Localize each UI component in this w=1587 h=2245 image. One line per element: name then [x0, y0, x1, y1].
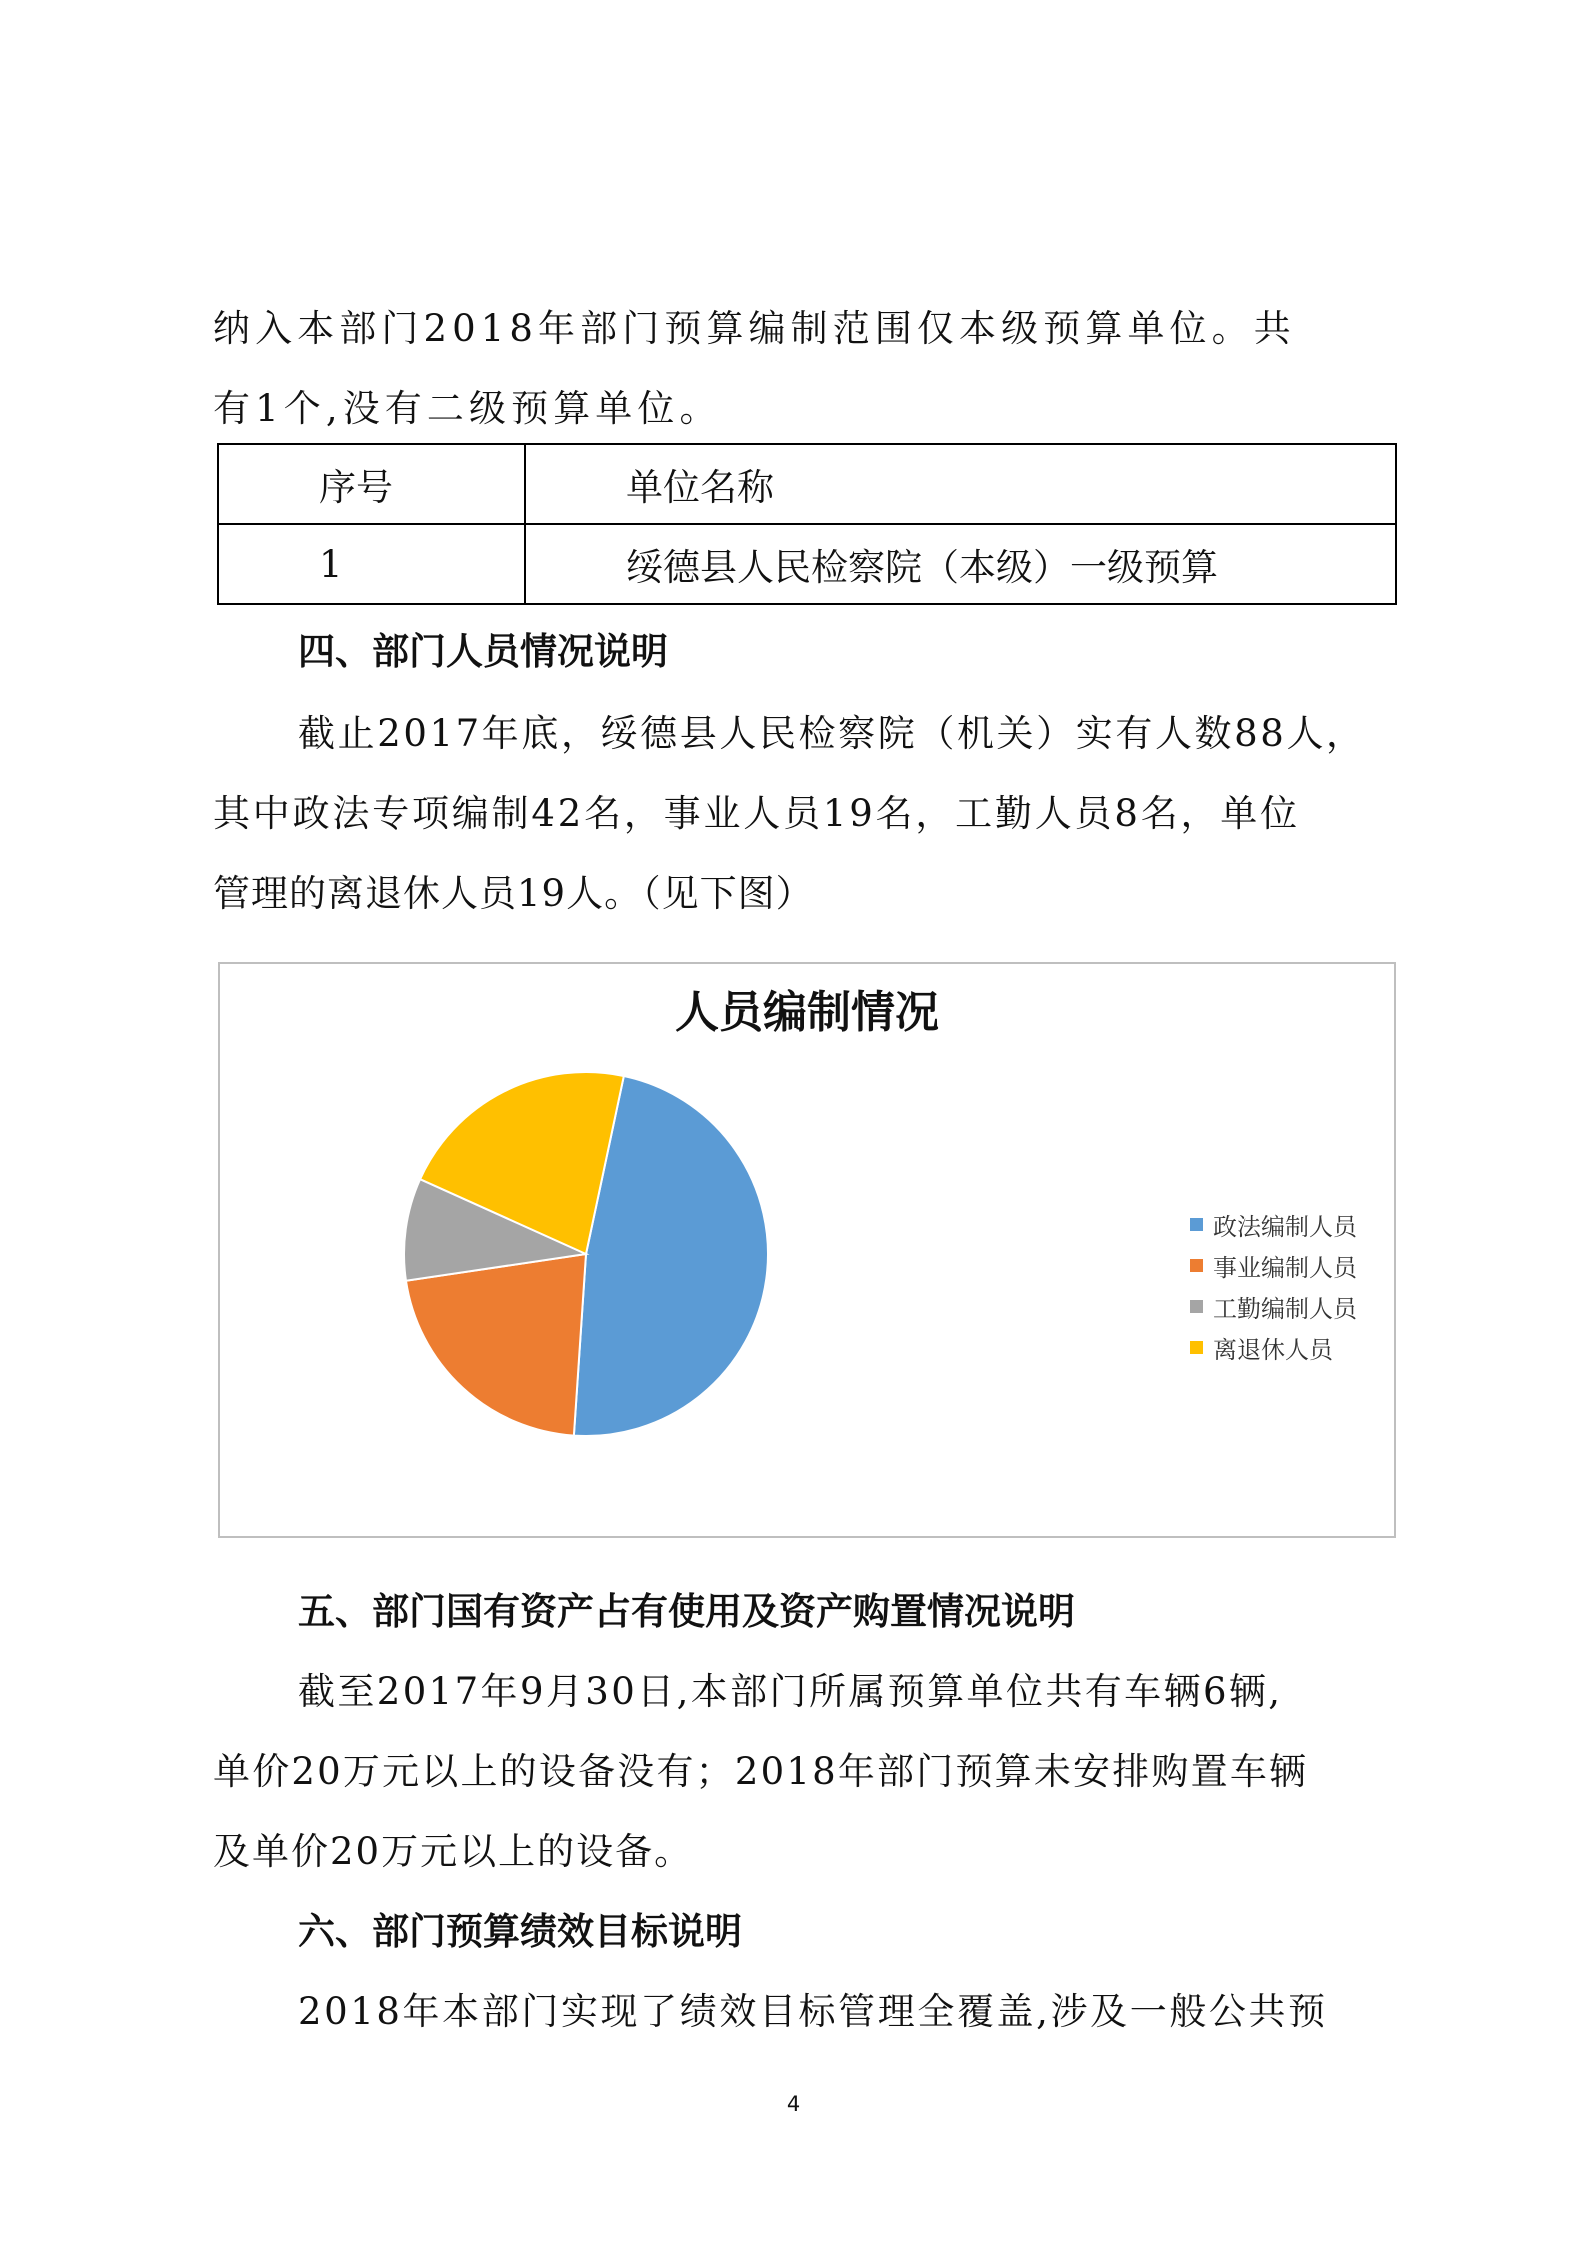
table-cell-index: 1 — [218, 524, 525, 604]
legend-item-0 — [1190, 1204, 1357, 1245]
table-row — [218, 524, 1396, 604]
legend-label-0: 政法编制人员 — [1213, 1213, 1357, 1241]
section4-line-2: 其中政法专项编制42名，事业人员19名，工勤人员8名，单位 — [213, 792, 1300, 835]
paragraph-units-line-2: 有1个,没有二级预算单位。 — [213, 387, 722, 430]
section5-line-2: 单价20万元以上的设备没有；2018年部门预算未安排购置车辆 — [213, 1750, 1309, 1793]
legend-swatch-3 — [1190, 1341, 1203, 1354]
chart-legend — [1190, 1204, 1357, 1368]
legend-swatch-0 — [1190, 1218, 1203, 1231]
legend-swatch-2 — [1190, 1300, 1203, 1313]
chart-title: 人员编制情况 — [675, 987, 939, 1038]
table-cell-unit-name: 绥德县人民检察院（本级）一级预算 — [525, 524, 1396, 604]
legend-swatch-1 — [1190, 1259, 1203, 1272]
table-header-row — [218, 444, 1396, 524]
section4-line-1: 截止2017年底，绥德县人民检察院（机关）实有人数88人， — [298, 712, 1366, 755]
paragraph-units-line-1: 纳入本部门2018年部门预算编制范围仅本级预算单位。共 — [213, 307, 1296, 350]
table-header-index: 序号 — [218, 444, 525, 524]
section4-line-3: 管理的离退休人员19人。（见下图） — [213, 872, 814, 915]
section5-heading: 五、部门国有资产占有使用及资产购置情况说明 — [298, 1590, 1075, 1633]
legend-label-1: 事业编制人员 — [1213, 1254, 1357, 1282]
pie-slice-1 — [406, 1254, 586, 1436]
units-table — [217, 443, 1397, 605]
legend-item-1 — [1190, 1245, 1357, 1286]
section6-heading: 六、部门预算绩效目标说明 — [298, 1910, 742, 1953]
legend-label-2: 工勤编制人员 — [1213, 1295, 1357, 1323]
section4-heading: 四、部门人员情况说明 — [298, 630, 668, 673]
pie-chart — [218, 962, 1396, 1538]
legend-item-2 — [1190, 1286, 1357, 1327]
legend-label-3: 离退休人员 — [1213, 1336, 1333, 1364]
section5-line-3: 及单价20万元以上的设备。 — [213, 1830, 694, 1873]
legend-item-3 — [1190, 1327, 1357, 1368]
page-number: 4 — [786, 2092, 801, 2116]
table-header-unit-name: 单位名称 — [525, 444, 1396, 524]
section5-line-1: 截至2017年9月30日,本部门所属预算单位共有车辆6辆, — [298, 1670, 1283, 1713]
section6-line-1: 2018年本部门实现了绩效目标管理全覆盖,涉及一般公共预 — [298, 1990, 1328, 2033]
